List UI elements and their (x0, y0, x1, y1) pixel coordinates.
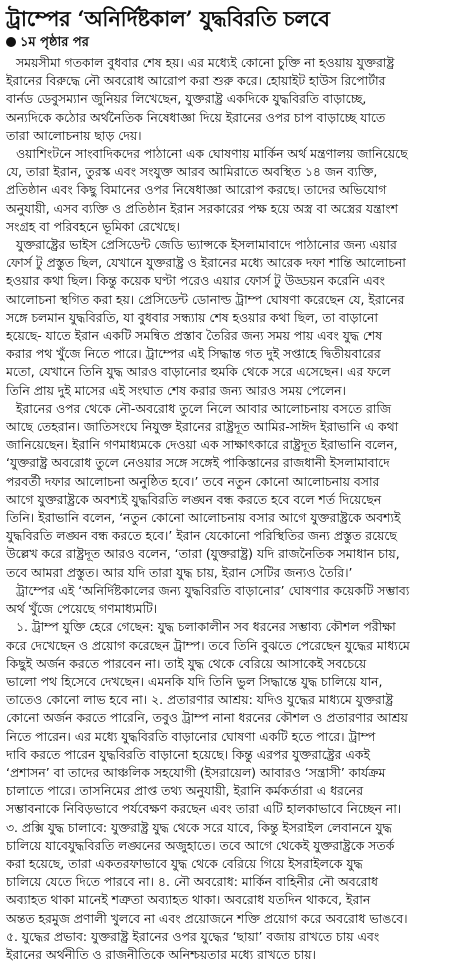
paragraph-line: পরবর্তী দফার আলোচনা অনুষ্ঠিত হবে।’ তবে নতুন কোনো আলোচনায় বসার (6, 473, 380, 489)
paragraph-line: করার পথ খুঁজে নিতে পারে। ট্রাম্পের এই সিদ্ধান্ত গত দুই সপ্তাহে দ্বিতীয়বারের (6, 346, 381, 362)
article-paragraph (6, 236, 469, 400)
article-paragraph (6, 400, 469, 582)
paragraph-line: প্রতিষ্ঠান এবং কিছু বিমানের ওপর নিষেধাজ্ঞা আরোপ করছে। তাদের অভিযোগ (6, 182, 387, 198)
paragraph-line: ওয়াশিংটনে সাংবাদিকদের পাঠানো এক ঘোষণায় মার্কিন অর্থ মন্ত্রণালয় জানিয়েছে (16, 146, 408, 162)
paragraph-line: তিনি প্রায় দুই মাসের এই সংঘাত শেষ করার জন্য আরও সময় পেলেন। (6, 382, 346, 398)
headline: ট্রাম্পের ‘অনির্দিষ্টকাল’ যুদ্ধবিরতি চলবে (6, 6, 330, 31)
paragraph-line: কিছুই অর্জন করতে পারবেন না। তাই যুদ্ধ থেকে বেরিয়ে আসাকেই সবচেয়ে (6, 655, 367, 671)
paragraph-line: ৫. যুদ্ধের প্রভাব: যুক্তরাষ্ট্র ইরানের ওপর যুদ্ধের ‘ছায়া’ বজায় রাখতে চায় এবং (6, 928, 380, 944)
article-paragraph (6, 145, 469, 236)
paragraph-line: জানিয়েছেন। ইরানি গণমাধ্যমকে দেওয়া এক সাক্ষাৎকারে রাষ্ট্রদূত ইরাভানি বলেন, (6, 437, 398, 453)
paragraph-line: ইরানের ওপর থেকে নৌ-অবরোধ তুলে নিলে আবার আলোচনায় বসতে রাজি (16, 400, 391, 416)
paragraph-line: সময়সীমা গতকাল বুধবার শেষ হয়। এর মধ্যেই কোনো চুক্তি না হওয়ায় যুক্তরাষ্ট্র (16, 55, 395, 70)
paragraph-line: তাতেও কোনো লাভ হবে না। ২. প্রতারণার আশ্রয়: যদিও যুদ্ধের মাধ্যমে যুক্তরাষ্ট্র (6, 692, 394, 708)
paragraph-line: ইরানের অর্থনীতি ও রাজনীতিকে অনিশ্চয়তার মধ্যে রাখতে চায়। (6, 946, 316, 962)
paragraph-line: চালাতে পারে। তাসনিমের প্রাপ্ত তথ্য অনুযায়ী, ইরানি কর্মকর্তারা এ ধরনের (6, 783, 364, 799)
paragraph-line: অন্তত হরমুজ প্রণালী খুলবে না এবং প্রয়োজনে শক্তি প্রয়োগ করে অবরোধ ভাঙবে। (6, 910, 408, 926)
paragraph-line: দাবি করতে পারেন যুদ্ধবিরতি বাড়ানো হয়েছে। কিন্তু এরপর যুক্তরাষ্ট্রের একই (6, 746, 370, 762)
paragraph-line: তবে আমরা প্রস্তুত। আর যদি তারা যুদ্ধ চায়, ইরান সেটির জন্যও তৈরি।’ (6, 564, 353, 580)
bullet-icon (6, 37, 16, 47)
paragraph-line: ৩. প্রক্সি যুদ্ধ চালাবে: যুক্তরাষ্ট্র যুদ্ধ থেকে সরে যাবে, কিন্তু ইসরাইল লেবাননে যুদ্ধ (6, 819, 392, 835)
paragraph-line: আছে তেহরান। জাতিসংঘে নিযুক্ত ইরানের রাষ্ট্রদূত আমির-সাঈদ ইরাভানি এ কথা (6, 419, 399, 435)
paragraph-line: অর্থ খুঁজে পেয়েছে গণমাধ্যমটি। (6, 601, 158, 617)
paragraph-line: তারা আলোচনায় ছাড় দেয়। (6, 127, 142, 143)
paragraph-line: সম্ভাবনাকে নিবিড়ভাবে পর্যবেক্ষণ করছেন এবং তারা এটি হালকাভাবে নিচ্ছেন না। (6, 801, 402, 817)
paragraph-line: ট্রাম্পের এই ‘অনির্দিষ্টকালের জন্য যুদ্ধবিরতি বাড়ানোর’ ঘোষণার কয়েকটি সম্ভাব্য (16, 582, 410, 598)
paragraph-line: চালিয়ে যেতে দিতে পারবে না। ৪. নৌ অবরোধ: মার্কিন বাহিনীর নৌ অবরোধ (6, 874, 378, 890)
paragraph-line: হয়েছে- যাতে ইরান একটি সমন্বিত প্রস্তাব তৈরির জন্য সময় পায় এবং যুদ্ধ শেষ (6, 328, 383, 344)
article-paragraph (6, 582, 469, 618)
paragraph-line: করা হয়েছে, তারা একতরফাভাবে যুদ্ধ থেকে বেরিয়ে গিয়ে ইসরাইলকে যুদ্ধ (6, 855, 363, 871)
paragraph-line: যুক্তরাষ্ট্রের ভাইস প্রেসিডেন্ট জেডি ভ্যান্সকে ইসলামাবাদে পাঠানোর জন্য এয়ার (16, 237, 397, 253)
article-paragraph (6, 54, 469, 145)
paragraph-line: ভালো পথ হিসেবে দেখছেন। এমনকি যদি তিনি ভুল সিদ্ধান্তে যুদ্ধ চালিয়ে যান, (6, 673, 383, 689)
paragraph-line: সঙ্গে চলমান যুদ্ধবিরতি, যা বুধবার সন্ধ্যায় শেষ হওয়ার কথা ছিল, তা বাড়ানো (6, 309, 378, 325)
paragraph-line: ফোর্স টু প্রস্তুত ছিল, যেখানে যুক্তরাষ্ট্র ও ইরানের মধ্যে আরেক দফা শান্তি আলোচনা (6, 255, 406, 271)
paragraph-line: সংগ্রহ বা পরিবহনে ভূমিকা রেখেছে। (6, 218, 180, 234)
continued-from-text: ১ম পৃষ্ঠার পর (20, 35, 89, 50)
paragraph-line: বার্নড ডেবুসম্যান জুনিয়র লিখেছেন, যুক্তরাষ্ট্র একদিকে যুদ্ধবিরতি বাড়াচ্ছে, (6, 91, 367, 107)
paragraph-line: আগে যুক্তরাষ্ট্রকে অবশ্যই যুদ্ধবিরতি লঙ্ঘন বন্ধ করতে হবে বলে শর্ত দিয়েছেন (6, 491, 382, 507)
article-paragraph (6, 618, 469, 964)
paragraph-line: চালিয়ে যাবেযুদ্ধবিরতি লঙ্ঘনের অজুহাতে। তবে আগে থেকেই যুক্তরাষ্ট্রকে সতর্ক (6, 837, 395, 853)
paragraph-line: যুদ্ধবিরতি লঙ্ঘন বন্ধ করতে হবে।’ ইরান যেকোনো পরিস্থিতির জন্য প্রস্তুত রয়েছে (6, 528, 397, 544)
paragraph-line: যে, তারা ইরান, তুরস্ক এবং সংযুক্ত আরব আমিরাতে অবস্থিত ১৪ জন ব্যক্তি, (6, 164, 378, 180)
paragraph-line: আলোচনা স্থগিত করা হয়। প্রেসিডেন্ট ডোনাল্ড ট্রাম্প ঘোষণা করেছেন যে, ইরানের (6, 291, 405, 307)
paragraph-line: তিনি। ইরাভানি বলেন, ‘নতুন কোনো আলোচনায় বসার আগে যুক্তরাষ্ট্রকে অবশ্যই (6, 510, 401, 526)
paragraph-line: ১. ট্রাম্প যুক্তি হেরে গেছেন: যুদ্ধ চলাকালীন সব ধরনের সম্ভাব্য কৌশল পরীক্ষা (16, 619, 396, 635)
article-body (6, 54, 469, 964)
paragraph-line: ইরানের বিরুদ্ধে নৌ অবরোধ আরোপ করা শুরু করে। হোয়াইট হাউস রিপোর্টার (6, 73, 386, 89)
paragraph-line: মতো, যেখানে তিনি যুদ্ধ আরও বাড়ানোর হুমকি থেকে সরে এসেছেন। এর ফলে (6, 364, 391, 380)
paragraph-line: অব্যাহত থাকা মানেই শত্রুতা অব্যাহত থাকা। অবরোধ যতদিন থাকবে, ইরান (6, 892, 371, 908)
paragraph-line: ‘যুক্তরাষ্ট্র অবরোধ তুলে নেওয়ার সঙ্গে সঙ্গেই পাকিস্তানের রাজধানী ইসলামাবাদে (6, 455, 390, 471)
paragraph-line: ‘প্রশাসন’ বা তাদের আঞ্চলিক সহযোগী (ইসরায়েল) আবারও ‘সন্ত্রাসী’ কার্যক্রম (6, 764, 386, 780)
paragraph-line: অনুযায়ী, এসব ব্যক্তি ও প্রতিষ্ঠান ইরান সরকারের পক্ষ হয়ে অস্ত্র বা অস্ত্রের যন্ত্রাংশ (6, 200, 398, 216)
continued-from-marker (6, 34, 469, 52)
paragraph-line: কোনো অর্জন করতে পারেনি, তবুও ট্রাম্প নানা ধরনের কৌশল ও প্রতারণার আশ্রয় (6, 710, 408, 726)
paragraph-line: অন্যদিকে কঠোর অর্থনৈতিক নিষেধাজ্ঞা দিয়ে ইরানের ওপর চাপ বাড়াচ্ছে যাতে (6, 109, 386, 125)
paragraph-line: হওয়ার কথা ছিল। কিন্তু কয়েক ঘণ্টা পরেও এয়ার ফোর্স টু উড্ডয়ন করেনি এবং (6, 273, 385, 289)
paragraph-line: করে দেখেছেন ও প্রয়োগ করেছেন ট্রাম্প। তবে তিনি বুঝতে পেরেছেন যুদ্ধের মাধ্যমে (6, 637, 410, 653)
paragraph-line: নিতে পারেন। এর মধ্যে যুদ্ধবিরতি বাড়ানোর ঘোষণা একটি হতে পারে। ট্রাম্প (6, 728, 376, 744)
paragraph-line: উল্লেখ করে রাষ্ট্রদূত আরও বলেন, ‘তারা (যুক্তরাষ্ট্র) যদি রাজনৈতিক সমাধান চায়, (6, 546, 400, 562)
